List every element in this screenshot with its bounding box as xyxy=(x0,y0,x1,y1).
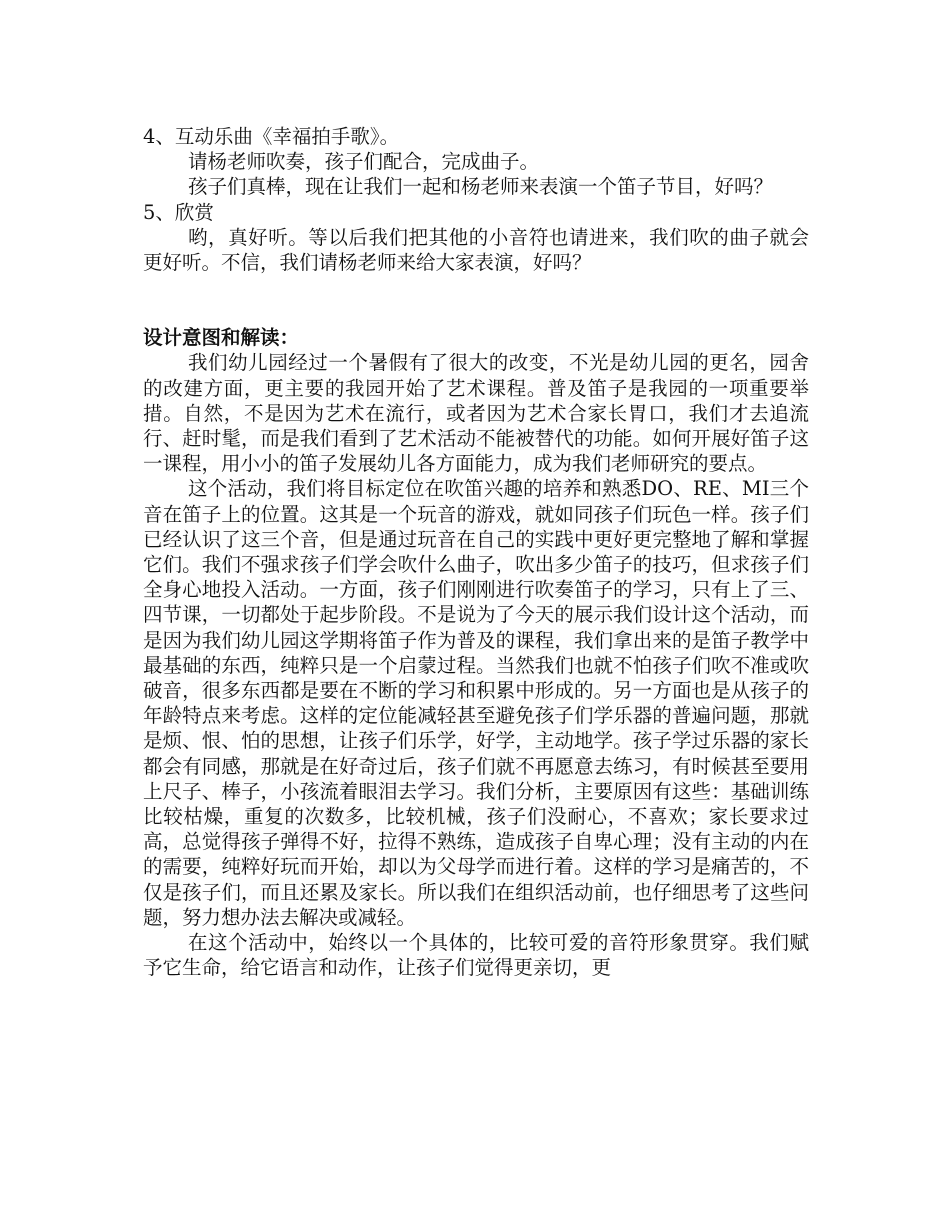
design-paragraph-2: 这个活动，我们将目标定位在吹笛兴趣的培养和熟悉DO、RE、MI三个音在笛子上的位置。这其是一个玩音的游戏，就如同孩子们玩色一样。孩子们已经认识了这三个音，但是通过玩音在自己的实践中更好更完整地了解和掌握它们。我们不强求孩子们学会吹什么曲子，吹出多少笛子的技巧，但求孩子们全身心地投入活动。一方面，孩子们刚刚进行吹奏笛子的学习，只有上了三、四节课，一切都处于起步阶段。不是说为了今天的展示我们设计这个活动，而是因为我们幼儿园这学期将笛子作为普及的课程，我们拿出来的是笛子教学中最基础的东西，纯粹只是一个启蒙过程。当然我们也就不怕孩子们吹不准或吹破音，很多东西都是要在不断的学习和积累中形成的。另一方面也是从孩子的年龄特点来考虑。这样的定位能减轻甚至避免孩子们学乐器的普遍问题，那就是烦、恨、怕的思想，让孩子们乐学，好学，主动地学。孩子学过乐器的家长都会有同感，那就是在好奇过后，孩子们就不再愿意去练习，有时候甚至要用上尺子、棒子，小孩流着眼泪去学习。我们分析，主要原因有这些：基础训练比较枯燥，重复的次数多，比较机械，孩子们没耐心，不喜欢；家长要求过高，总觉得孩子弹得不好，拉得不熟练，造成孩子自卑心理；没有主动的内在的需要，纯粹好玩而开始，却以为父母学而进行着。这样的学习是痛苦的，不仅是孩子们，而且还累及家长。所以我们在组织活动前，也仔细思考了这些问题，努力想办法去解决或减轻。 xyxy=(143,477,809,929)
design-paragraph-3: 在这个活动中，始终以一个具体的，比较可爱的音符形象贯穿。我们赋予它生命，给它语言和动作，让孩子们觉得更亲切，更 xyxy=(143,931,809,980)
item-5-title: 5、欣赏 xyxy=(143,200,214,224)
item-4-paragraph-1: 请杨老师吹奏，孩子们配合，完成曲子。 xyxy=(188,150,540,174)
document-body xyxy=(143,124,809,981)
item-4-title: 4、互动乐曲《幸福拍手歌》。 xyxy=(143,125,400,148)
design-paragraph-1: 我们幼儿园经过一个暑假有了很大的改变，不光是幼儿园的更名，园舍的改建方面，更主要的我园开始了艺术课程。普及笛子是我园的一项重要举措。自然，不是因为艺术在流行，或者因为艺术合家长胃口，我们才去追流行、赶时髦，而是我们看到了艺术活动不能被替代的功能。如何开展好笛子这一课程，用小小的笛子发展幼儿各方面能力，成为我们老师研究的要点。 xyxy=(143,351,809,476)
design-intent-heading: 设计意图和解读： xyxy=(143,326,300,350)
item-4-paragraph-2: 孩子们真棒，现在让我们一起和杨老师来表演一个笛子节目，好吗？ xyxy=(188,175,774,199)
item-5-paragraph-1: 哟，真好听。等以后我们把其他的小音符也请进来，我们吹的曲子就会更好听。不信，我们请杨老师来给大家表演，好吗？ xyxy=(143,225,809,275)
